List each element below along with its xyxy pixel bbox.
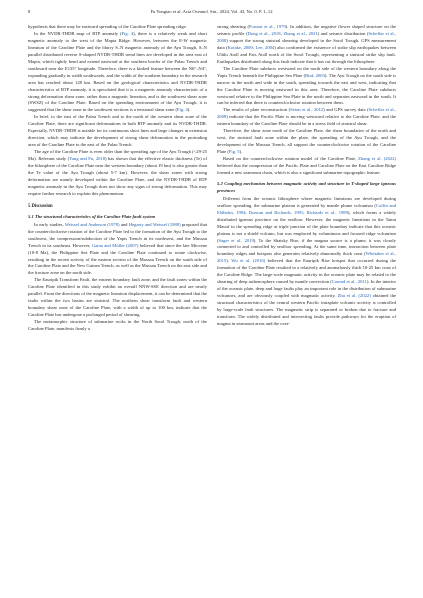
body-paragraph <box>28 222 207 278</box>
citation-link[interactable]: Yang and Fu, 2018 <box>69 156 106 162</box>
subsection-heading: 5.2 Coupling mechanism between magmatic activity and structure in T-shaped large igneous provinces <box>217 180 396 193</box>
body-text: In the NVDR-THDR map of RTP anomaly ( <box>34 30 122 36</box>
body-text: hypothesis that there may be eastward spreading of the Caroline Plate spreading ridge. <box>28 24 187 29</box>
body-text: ), there is a relatively weak and short magnetic anomaly to the west of the Mapia Ridge. However, between the E-W magnetic lineation of the Caroline Plate and the blurry S–N magnetic anomaly of the Ayu Trough, S–N parallel distributed reverse S-shaped NVDR-THDR trend lines are developed in the area east of Mapia, which tightly bend and extend eastward at the southern border of the Palau Trench and southward near the E135° longitude. Therefore, there is a kinked feature between the N6°–N4°, expanding gradually in width southwards, and the width of the southern boundary in the research area has reached about 128 km. Based on the geological characteristics and NVDR-THDR characteristics of RTP anomaly, it is speculated that it is a magnetic anomaly characteristic of a strong deformation shear zone, rather than a magnetic lineation, and is the southwest shear zone (SWSZ) of the Caroline Plate. Based on the spreading environment of the Ayu Trough, it is suggested that the shear zone in the southwest sections is a tensional shear zone ( <box>28 30 207 113</box>
body-text: and <box>119 221 129 227</box>
body-paragraph <box>217 128 396 156</box>
body-text: ; <box>245 209 249 215</box>
body-text: ) and seismic distribution ( <box>317 30 369 36</box>
body-text: The Eauripik Transform Fault, the eastern boundary fault zone, and the fault zones within the Caroline Plate identified in this study exhibit an overall NNW-SSE direction and are nearly parallel. From the directions of the magnetic lineation displacement, it can be determined that the faults within the two basins are sinistral. The northern shear transform fault and western boundary shear zone of the Caroline Plate, with a width of up to 100 km, indicate that the Caroline Plate has undergone a prolonged period of shearing. <box>28 277 207 318</box>
citation-link[interactable]: Wu et al. (2016) <box>231 258 266 264</box>
citation-link[interactable]: Weissel and Anderson (1978) <box>64 221 120 227</box>
citation-link[interactable]: Sager et al., 2019 <box>218 237 254 243</box>
citation-link[interactable]: Kotake, 2000 <box>227 44 253 50</box>
body-text: In brief, to the east of the Palau Trench and to the north of the western shear zone of the Caroline Plate, there are significant deformations in both RTP anomaly and its NVDR-THDR. Especially, NVDR-THDR is notable for its continuous short lines and large changes in extension direction, which may indicate the development of strong shear deformation in the protruding area of the Caroline Plate to the east of the Palau Trench. <box>28 114 207 148</box>
body-text: ). In addition, the negative flower shaped structure on the seismic profile ( <box>217 24 397 36</box>
running-head: Fu Yongtao et al. Acta Oceanol. Sin., 2024, Vol. 43, No. 0, P. 1–12 <box>150 9 273 14</box>
body-text: ) and GPS survey data ( <box>323 107 369 113</box>
page-number: 8 <box>28 9 31 14</box>
body-text: The age of the Caroline Plate is even older than the spreading age of the Ayu Trough (<29-25 Ma). Relevant study ( <box>28 149 207 162</box>
body-text: Based on the counterclockwise rotation model of the Caroline Plate, <box>223 156 359 162</box>
body-text: Different from the oceanic lithosphere where magnetic lineations are developed during seafloor spreading, the submarine plateau is generated by mantle plume volcanism ( <box>217 195 396 208</box>
citation-link[interactable]: Scheffar et al., 2008 <box>217 30 396 43</box>
body-paragraph <box>217 196 396 328</box>
citation-link[interactable]: Zhang et al. (2022) <box>358 156 397 162</box>
body-paragraph <box>28 31 207 114</box>
citation-link[interactable]: Bird, 2003 <box>305 72 325 78</box>
body-text: The results of plate reconstruction ( <box>223 107 291 113</box>
citation-link[interactable]: Fig. 5 <box>228 149 240 155</box>
citation-link[interactable]: Seton et al., 2012 <box>290 107 324 113</box>
body-paragraph <box>28 277 207 319</box>
citation-link[interactable]: Fig. 4 <box>177 107 188 113</box>
citation-link[interactable]: Conrad et al., 2011 <box>331 279 367 285</box>
body-text: ). <box>187 107 191 113</box>
right-column <box>217 24 396 328</box>
body-text: believed that since the late Miocene (10-8 Ma), the Philippine Sea Plate and the Caroline Plate continued to rotate clockwise, resulting in the recent activity of the eastern section of the Mussau Trench on the south side of the Caroline Plate and the New Guinea Trench, as well as the Mussau Trench on the east side and the fracture zone on the north side. <box>28 242 208 276</box>
body-paragraph <box>217 156 396 177</box>
citation-link[interactable]: Fig. 4 <box>121 30 134 36</box>
body-text: ), which forms a widely distributed igneous province on the seafloor. However, the magnetic lineations in the Tamu Massif in the spreading ridge at triple junction of the plate boundary indicate that this oceanic plateau is not a shield volcano, but was emplaced by voluminous and focused ridge volcanism ( <box>217 209 396 243</box>
citation-link[interactable]: Gaina and Müller (2007) <box>91 242 139 248</box>
body-text: believed that the compression of the Pacific Plate and Caroline Plate on the East Caroline Ridge formed a new seamount chain, which is also a significant submarine topographic feature. <box>217 163 396 176</box>
body-paragraph <box>217 24 396 66</box>
body-text: The Caroline Plate subducts westward on the north side of the western boundary along the Yapis Trench beneath the Philippine Sea Plate ( <box>217 65 396 78</box>
body-text: ) support the strong sinistral shearing developed in the Sorol Trough. GPS measurement data ( <box>217 37 396 50</box>
citation-link[interactable]: Richards et al., 1989 <box>306 209 348 215</box>
left-column <box>28 24 207 333</box>
citation-link[interactable]: Zhu et al. (2022) <box>337 293 371 299</box>
citation-link[interactable]: Coffin and Eldholm, 1994 <box>217 202 396 215</box>
body-paragraph <box>28 114 207 149</box>
body-text: strong shearing ( <box>217 24 249 29</box>
body-text: ). In the interior of the oceanic plate, deep and large faults play an important role in the distribution of submarine volcanoes, and are obviously coupled with magmatic activity. <box>217 279 396 299</box>
body-text: Therefore, the shear zone north of the Caroline Plate, the shear boundaries of the north and west, the sinistral fault zone within the plate, the spreading of the Ayu Trough, and the development of the Mussau Trench, all support the counterclockwise rotation of the Caroline Plate ( <box>217 128 396 155</box>
body-text: obtained the structural characteristics of the central western Pacific intraplate volcanic activity is controlled by large-scale fault structures. The magmatic strip is separated or broken due to fracture and transform. The widely distributed and intersecting faults provide pathways for the eruption of magma in seamount areas and the over- <box>217 293 396 326</box>
section-heading: 5 Discussion <box>28 203 53 209</box>
body-text: ; <box>303 209 307 215</box>
subsection-heading: 5.1 The structural characteristics of the Caroline Plate fault system <box>28 213 156 219</box>
body-text: ). <box>239 149 243 155</box>
body-text: In early studies, <box>34 221 65 227</box>
body-text: ) also confirmed the existence of strike slip earthquakes between Ulithi Atoll and Fais Atoll north of the Sorol Trough, representing a sinistral strike slip fault. Earthquakes distributed along this fault indicate that it has cut through the lithosphere. <box>217 44 396 64</box>
citation-link[interactable]: Duncan and Richards, 1991 <box>248 209 304 215</box>
body-paragraph <box>28 24 207 31</box>
citation-link[interactable]: Dong et al., 2018 <box>247 30 281 36</box>
body-text: ; <box>252 44 256 50</box>
body-text: ). The Ayu Trough on the south side is narrow in the north and wide in the south, spreading towards the east and west, indicating that the Caroline Plate is moving eastward in this area. Therefore, the Caroline Plate subducts westward relative to the Philippine Sea Plate in the north and separates eastward in the south. It can be inferred that there is counterclockwise rotation between them. <box>217 72 396 106</box>
body-text: ) indicate that the Pacific Plate is moving westward relative to the Caroline Plate, and the eastern boundary of the Caroline Plate should be in a stress field of sinistral shear. <box>217 114 396 127</box>
citation-link[interactable]: Zhang et al., 2021 <box>283 30 318 36</box>
citation-link[interactable]: Whittaker et al., 2015 <box>217 251 396 264</box>
citation-link[interactable]: Lee, 2004 <box>255 44 275 50</box>
citation-link[interactable]: Hegarty and Weissel (1988) <box>128 221 181 227</box>
body-paragraph <box>217 66 396 108</box>
page-header <box>28 7 395 17</box>
body-paragraph <box>28 319 207 333</box>
body-text: believed that the Eauripik Rise hotspot that occurred during the formation of the Caroline Plate resulted in a relatively and anomalously thick 10-25 km crust of the Caroline Ridge. The large-scale magmatic activity in the oceanic plate may be related to the shearing of deep asthenosphere caused by mantle convection ( <box>217 258 397 285</box>
body-text: proposed that the counterclockwise rotation of the Caroline Plate led to the formation of the Ayu Trough to the southwest, the compression/subduction of the Yapis Trench in its northwest, and the Mussau Trench in its southeast. However, <box>28 221 208 248</box>
body-paragraph <box>28 149 207 198</box>
body-paragraph <box>217 107 396 128</box>
body-text: ). To the Shatsky Rise, if the magma source is a plume, it was closely connected to and controlled by seafloor spreading. At the same time, interaction between plate boundary ridges and hotspots also generates relatively abnormally thick crust ( <box>217 237 396 257</box>
citation-link[interactable]: Scheffar et al., 2008 <box>217 107 396 120</box>
body-text: The metamorphic structure of submarine rocks in the North Sorol Trough, north of the Caroline Plate, manifests firmly a <box>28 319 207 332</box>
body-text: ; <box>280 30 284 36</box>
body-text: ) has shown that the effective elastic thickness (Te) of the lithosphere of the Caroline Plate near the western boundary (about 19 km) is also greater than the Te value of the Ayu Trough (about 5-7 km). However, the shear zones with strong deformation are mainly developed within the Caroline Plate, and the NVDR-THDR of RTP magnetic anomaly in the Ayu Trough does not show any signs of strong deformation. This may require further research to explain this phenomenon. <box>28 156 207 196</box>
citation-link[interactable]: Fornari et al., 1979 <box>249 24 286 29</box>
body-text: ). <box>226 258 232 264</box>
